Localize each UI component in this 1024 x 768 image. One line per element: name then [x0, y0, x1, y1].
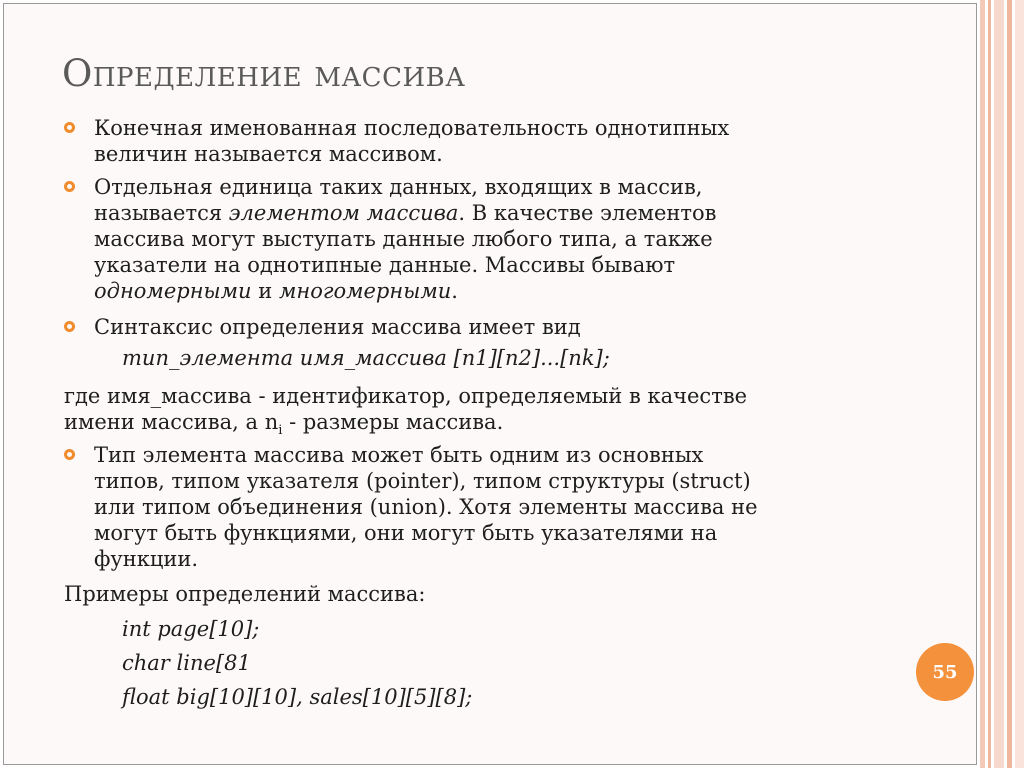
- text-run: - размеры массива.: [282, 410, 504, 434]
- bullet-icon: [64, 321, 75, 332]
- decor-stripe: [980, 0, 985, 768]
- emphasis-term: элементом массива: [228, 201, 459, 225]
- bullet-icon: [64, 181, 75, 192]
- decor-stripe: [1015, 0, 1024, 768]
- bullet2-line4: указатели на однотипные данные. Массивы бывают: [94, 253, 676, 277]
- page-number-badge: 55: [916, 643, 974, 701]
- bullet4-line2: типов, типом указателя (pointer), типом структуры (struct): [94, 469, 751, 493]
- bullet4-line4: могут быть функциями, они могут быть указателями на: [94, 521, 718, 545]
- text-run: имени массива, а n: [64, 410, 279, 434]
- emphasis-term: многомерными: [278, 279, 452, 303]
- where-line1: где имя_массива - идентификатор, определяемый в качестве: [64, 384, 748, 408]
- bullet2-line1: Отдельная единица таких данных, входящих в массив,: [94, 175, 703, 199]
- where-line2: [64, 409, 503, 444]
- decor-stripe: [1007, 0, 1012, 768]
- decor-stripe: [994, 0, 1004, 768]
- example-code-2: char line[81: [122, 651, 251, 675]
- examples-heading: Примеры определений массива:: [64, 582, 426, 606]
- bullet-icon: [64, 449, 75, 460]
- decor-stripe: [988, 0, 991, 768]
- bullet4-line5: функции.: [94, 547, 199, 571]
- text-run: .: [451, 279, 458, 303]
- slide-title: Определение массива: [62, 52, 466, 95]
- syntax-line: тип_элемента имя_массива [n1][n2]...[nk];: [122, 346, 610, 370]
- bullet-icon: [64, 122, 75, 133]
- bullet4-line1: Тип элемента массива может быть одним из основных: [94, 443, 704, 467]
- bullet1-line1: Конечная именованная последовательность однотипных: [94, 116, 730, 140]
- text-run: . В качестве элементов: [458, 201, 717, 225]
- text-run: называется: [94, 201, 229, 225]
- bullet3-line1: Синтаксис определения массива имеет вид: [94, 315, 581, 339]
- bullet2-line2: [94, 200, 716, 226]
- text-run: и: [251, 279, 279, 303]
- example-code-1: int page[10];: [122, 617, 260, 641]
- bullet4-line3: или типом объединения (union). Хотя элементы массива не: [94, 495, 758, 519]
- bullet2-line3: массива могут выступать данные любого типа, а также: [94, 227, 713, 251]
- emphasis-term: одномерными: [94, 279, 252, 303]
- subscript: i: [278, 423, 283, 439]
- example-code-3: float big[10][10], sales[10][5][8];: [122, 685, 473, 709]
- bullet1-line2: величин называется массивом.: [94, 142, 443, 166]
- bullet2-line5: [94, 278, 458, 304]
